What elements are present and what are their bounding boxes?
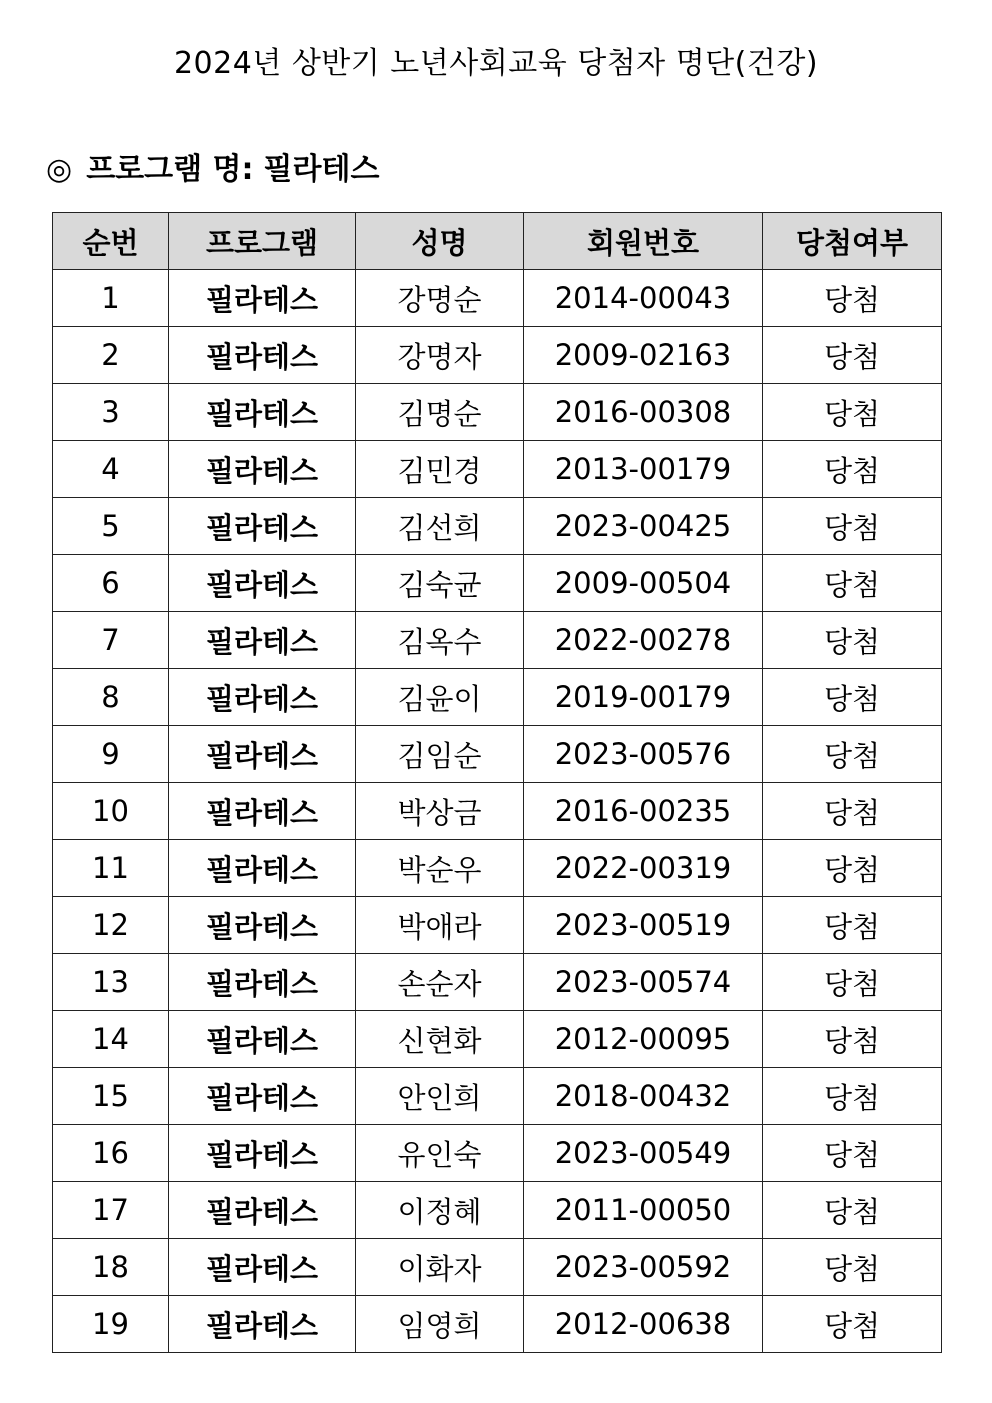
cell-number: 10 (53, 783, 169, 840)
cell-status: 당첨 (763, 384, 942, 441)
cell-status: 당첨 (763, 726, 942, 783)
cell-number: 13 (53, 954, 169, 1011)
cell-member-id: 2013-00179 (524, 441, 763, 498)
table-row (53, 897, 942, 954)
cell-status: 당첨 (763, 954, 942, 1011)
cell-member-id: 2023-00574 (524, 954, 763, 1011)
table-row (53, 1068, 942, 1125)
table-row (53, 954, 942, 1011)
cell-member-id: 2014-00043 (524, 270, 763, 327)
cell-number: 6 (53, 555, 169, 612)
cell-number: 15 (53, 1068, 169, 1125)
table-row (53, 669, 942, 726)
cell-number: 14 (53, 1011, 169, 1068)
cell-number: 1 (53, 270, 169, 327)
cell-status: 당첨 (763, 555, 942, 612)
cell-member-id: 2023-00519 (524, 897, 763, 954)
cell-program: 필라테스 (169, 384, 356, 441)
cell-status: 당첨 (763, 1068, 942, 1125)
table-row (53, 1125, 942, 1182)
cell-name: 김윤이 (356, 669, 524, 726)
cell-status: 당첨 (763, 669, 942, 726)
cell-member-id: 2019-00179 (524, 669, 763, 726)
cell-member-id: 2011-00050 (524, 1182, 763, 1239)
table-row (53, 1182, 942, 1239)
cell-member-id: 2022-00319 (524, 840, 763, 897)
cell-number: 12 (53, 897, 169, 954)
cell-program: 필라테스 (169, 1296, 356, 1353)
table-row (53, 555, 942, 612)
cell-number: 16 (53, 1125, 169, 1182)
cell-member-id: 2012-00638 (524, 1296, 763, 1353)
cell-member-id: 2018-00432 (524, 1068, 763, 1125)
cell-name: 신현화 (356, 1011, 524, 1068)
cell-name: 박상금 (356, 783, 524, 840)
cell-name: 김선희 (356, 498, 524, 555)
cell-status: 당첨 (763, 498, 942, 555)
cell-name: 김명순 (356, 384, 524, 441)
table-row (53, 783, 942, 840)
cell-name: 김민경 (356, 441, 524, 498)
program-name-line (46, 146, 379, 194)
cell-number: 5 (53, 498, 169, 555)
cell-status: 당첨 (763, 783, 942, 840)
cell-number: 4 (53, 441, 169, 498)
cell-number: 11 (53, 840, 169, 897)
cell-name: 박애라 (356, 897, 524, 954)
table-row (53, 384, 942, 441)
cell-member-id: 2022-00278 (524, 612, 763, 669)
table-row (53, 612, 942, 669)
table-row (53, 327, 942, 384)
cell-program: 필라테스 (169, 1239, 356, 1296)
program-name-label: 프로그램 명: (86, 152, 254, 187)
cell-name: 강명자 (356, 327, 524, 384)
table-row (53, 270, 942, 327)
cell-program: 필라테스 (169, 1182, 356, 1239)
cell-name: 손순자 (356, 954, 524, 1011)
header-program: 프로그램 (169, 213, 356, 270)
cell-name: 이정혜 (356, 1182, 524, 1239)
table-row (53, 1011, 942, 1068)
cell-status: 당첨 (763, 1125, 942, 1182)
cell-member-id: 2016-00308 (524, 384, 763, 441)
table-row (53, 1296, 942, 1353)
cell-number: 9 (53, 726, 169, 783)
cell-member-id: 2023-00592 (524, 1239, 763, 1296)
header-name: 성명 (356, 213, 524, 270)
cell-member-id: 2016-00235 (524, 783, 763, 840)
cell-member-id: 2009-00504 (524, 555, 763, 612)
cell-program: 필라테스 (169, 726, 356, 783)
cell-name: 김임순 (356, 726, 524, 783)
cell-name: 안인희 (356, 1068, 524, 1125)
program-name-value: 필라테스 (263, 152, 380, 187)
cell-name: 유인숙 (356, 1125, 524, 1182)
cell-program: 필라테스 (169, 954, 356, 1011)
cell-status: 당첨 (763, 1182, 942, 1239)
cell-number: 19 (53, 1296, 169, 1353)
table-body (53, 270, 942, 1353)
table-row (53, 498, 942, 555)
cell-status: 당첨 (763, 1296, 942, 1353)
cell-status: 당첨 (763, 1011, 942, 1068)
cell-number: 3 (53, 384, 169, 441)
cell-member-id: 2012-00095 (524, 1011, 763, 1068)
cell-number: 18 (53, 1239, 169, 1296)
winners-table (52, 212, 942, 1353)
cell-name: 강명순 (356, 270, 524, 327)
cell-program: 필라테스 (169, 1011, 356, 1068)
cell-program: 필라테스 (169, 441, 356, 498)
cell-status: 당첨 (763, 612, 942, 669)
document-title: 2024년 상반기 노년사회교육 당첨자 명단(건강) (173, 46, 819, 81)
cell-name: 이화자 (356, 1239, 524, 1296)
cell-number: 2 (53, 327, 169, 384)
cell-program: 필라테스 (169, 669, 356, 726)
cell-member-id: 2009-02163 (524, 327, 763, 384)
cell-program: 필라테스 (169, 1125, 356, 1182)
cell-number: 17 (53, 1182, 169, 1239)
double-circle-bullet-icon: ◎ (46, 152, 73, 187)
cell-member-id: 2023-00549 (524, 1125, 763, 1182)
table-row (53, 441, 942, 498)
cell-program: 필라테스 (169, 612, 356, 669)
cell-status: 당첨 (763, 840, 942, 897)
table-row (53, 1239, 942, 1296)
header-status: 당첨여부 (763, 213, 942, 270)
cell-name: 김옥수 (356, 612, 524, 669)
cell-status: 당첨 (763, 1239, 942, 1296)
cell-member-id: 2023-00425 (524, 498, 763, 555)
cell-number: 8 (53, 669, 169, 726)
cell-program: 필라테스 (169, 498, 356, 555)
cell-name: 김숙균 (356, 555, 524, 612)
cell-status: 당첨 (763, 441, 942, 498)
cell-status: 당첨 (763, 327, 942, 384)
cell-program: 필라테스 (169, 783, 356, 840)
table-row (53, 726, 942, 783)
table-row (53, 840, 942, 897)
header-number: 순번 (53, 213, 169, 270)
cell-program: 필라테스 (169, 555, 356, 612)
header-member-id: 회원번호 (524, 213, 763, 270)
cell-number: 7 (53, 612, 169, 669)
cell-program: 필라테스 (169, 270, 356, 327)
cell-status: 당첨 (763, 897, 942, 954)
table-header-row (53, 213, 942, 270)
cell-program: 필라테스 (169, 1068, 356, 1125)
cell-name: 임영희 (356, 1296, 524, 1353)
cell-status: 당첨 (763, 270, 942, 327)
cell-program: 필라테스 (169, 840, 356, 897)
cell-name: 박순우 (356, 840, 524, 897)
cell-member-id: 2023-00576 (524, 726, 763, 783)
cell-program: 필라테스 (169, 327, 356, 384)
cell-program: 필라테스 (169, 897, 356, 954)
